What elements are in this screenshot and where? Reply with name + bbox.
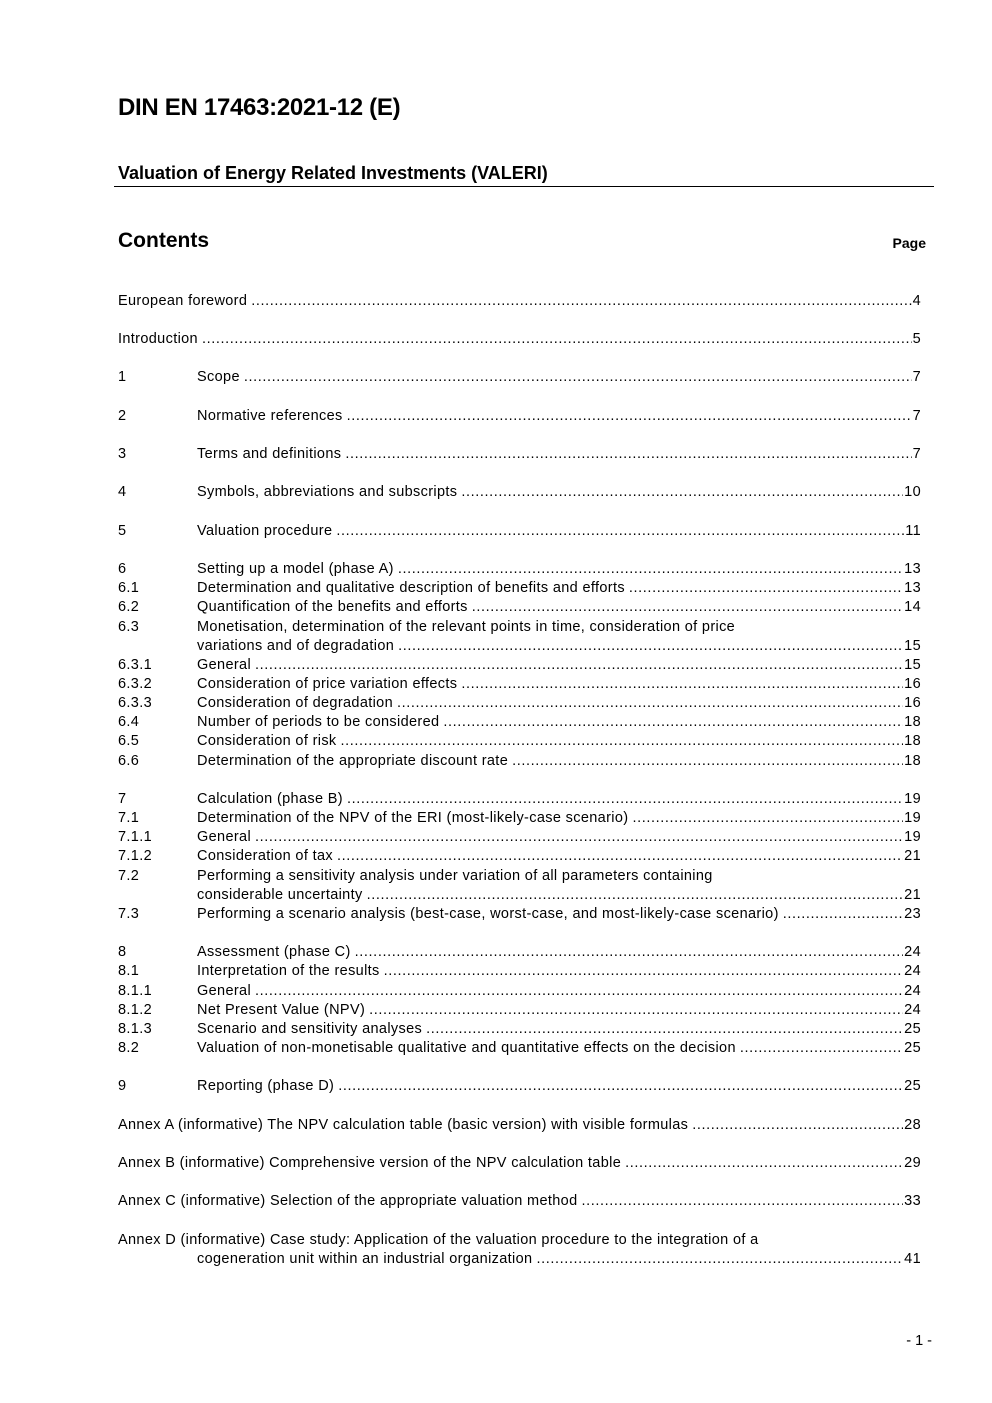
toc-entry-title: Normative references xyxy=(197,408,343,424)
toc-entry-page: 10 xyxy=(904,484,921,500)
toc-entry-page: 24 xyxy=(904,944,921,960)
toc-entry-page: 33 xyxy=(904,1193,921,1209)
toc-entry-number: 6.3.3 xyxy=(118,695,152,711)
toc-entry[interactable] xyxy=(118,292,921,311)
document-title: DIN EN 17463:2021-12 (E) xyxy=(118,94,401,121)
toc-entry[interactable] xyxy=(118,790,921,809)
toc-entry-title: Consideration of degradation xyxy=(197,695,394,711)
toc-entry-number: 6 xyxy=(118,561,127,577)
toc-entry[interactable] xyxy=(118,483,921,502)
toc-entry-number: 7.2 xyxy=(118,868,140,884)
toc-entry-page: 15 xyxy=(904,638,921,654)
toc-entry[interactable] xyxy=(118,675,921,694)
toc-entry-number: 7.1.2 xyxy=(118,848,152,864)
toc-entry-page: 21 xyxy=(904,887,921,903)
toc-entry-title: Consideration of tax xyxy=(197,848,333,864)
toc-entry[interactable] xyxy=(118,598,921,617)
toc-entry-number: 7.1 xyxy=(118,810,140,826)
toc-entry-page: 15 xyxy=(904,657,921,673)
toc-entry-number: 8.1.2 xyxy=(118,1002,152,1018)
toc-entry-page: 5 xyxy=(912,331,921,347)
toc-entry-page: 29 xyxy=(904,1155,921,1171)
toc-entry-page: 24 xyxy=(904,1002,921,1018)
toc-entry-page: 7 xyxy=(912,369,921,385)
toc-entry-title: Assessment (phase C) xyxy=(197,944,351,960)
toc-entry-number: 8.2 xyxy=(118,1040,140,1056)
toc-entry-page: 24 xyxy=(904,963,921,979)
toc-entry-title: variations and of degradation xyxy=(197,638,395,654)
toc-entry[interactable] xyxy=(118,368,921,387)
toc-entry[interactable] xyxy=(118,982,921,1001)
toc-entry[interactable] xyxy=(118,1231,921,1269)
toc-entry-page: 18 xyxy=(904,733,921,749)
toc-entry-number: 8.1 xyxy=(118,963,140,979)
toc-entry-number: 6.5 xyxy=(118,733,140,749)
toc-entry-number: 7.3 xyxy=(118,906,140,922)
toc-entry-page: 19 xyxy=(904,829,921,845)
toc-entry[interactable] xyxy=(118,1116,921,1135)
toc-entry-title: Number of periods to be considered xyxy=(197,714,440,730)
toc-entry-title: European foreword xyxy=(118,293,248,309)
toc-entry-title: Net Present Value (NPV) xyxy=(197,1002,366,1018)
toc-entry[interactable] xyxy=(118,847,921,866)
toc-entry-page: 21 xyxy=(904,848,921,864)
toc-entry-title: Quantification of the benefits and efforts xyxy=(197,599,468,615)
toc-entry-number: 6.3.1 xyxy=(118,657,152,673)
toc-entry-page: 28 xyxy=(904,1117,921,1133)
toc-entry-title: General xyxy=(197,829,252,845)
toc-entry-page: 19 xyxy=(904,791,921,807)
document-subtitle: Valuation of Energy Related Investments (VALERI) xyxy=(118,163,548,183)
toc-entry-title: Calculation (phase B) xyxy=(197,791,343,807)
toc-entry-page: 19 xyxy=(904,810,921,826)
toc-entry[interactable] xyxy=(118,1001,921,1020)
toc-entry-page: 14 xyxy=(904,599,921,615)
toc-entry-title-line1: Performing a sensitivity analysis under variation of all parameters containing xyxy=(197,868,713,884)
toc-entry[interactable] xyxy=(118,867,921,905)
toc-entry-title: Symbols, abbreviations and subscripts xyxy=(197,484,458,500)
toc-entry-page: 18 xyxy=(904,714,921,730)
toc-entry-title: Consideration of risk xyxy=(197,733,337,749)
toc-entry-page: 13 xyxy=(904,580,921,596)
toc-entry-title: Annex B (informative) Comprehensive version of the NPV calculation table xyxy=(118,1155,622,1171)
toc-entry-number: 7.1.1 xyxy=(118,829,152,845)
toc-entry[interactable] xyxy=(118,943,921,962)
toc-entry-title-line1: Annex D (informative) Case study: Application of the valuation procedure to the integration of a xyxy=(118,1232,759,1248)
toc-entry-page: 25 xyxy=(904,1021,921,1037)
toc-entry[interactable] xyxy=(118,1020,921,1039)
toc-entry-title: Determination of the appropriate discount rate xyxy=(197,753,509,769)
page-number: - 1 - xyxy=(906,1333,932,1349)
toc-entry-page: 7 xyxy=(912,408,921,424)
toc-entry-page: 4 xyxy=(912,293,921,309)
toc-entry-title: Reporting (phase D) xyxy=(197,1078,335,1094)
toc-entry[interactable] xyxy=(118,560,921,579)
toc-entry-number: 1 xyxy=(118,369,127,385)
toc-entry-title: Interpretation of the results xyxy=(197,963,380,979)
toc-entry[interactable] xyxy=(118,618,921,656)
toc-entry-page: 16 xyxy=(904,676,921,692)
toc-entry-title: Valuation procedure xyxy=(197,523,333,539)
contents-heading: Contents xyxy=(118,229,209,252)
toc-entry-number: 4 xyxy=(118,484,127,500)
toc-entry-title: Performing a scenario analysis (best-case, worst-case, and most-likely-case scenario) xyxy=(197,906,779,922)
toc-entry-number: 8.1.1 xyxy=(118,983,152,999)
toc-entry[interactable] xyxy=(118,732,921,751)
toc-entry-number: 8 xyxy=(118,944,127,960)
toc-entry-number: 6.4 xyxy=(118,714,140,730)
toc-entry[interactable] xyxy=(118,407,921,426)
toc-entry-number: 7 xyxy=(118,791,127,807)
toc-entry-page: 7 xyxy=(912,446,921,462)
toc-entry[interactable] xyxy=(118,445,921,464)
toc-entry-number: 3 xyxy=(118,446,127,462)
toc-entry-title: Scenario and sensitivity analyses xyxy=(197,1021,423,1037)
toc-entry-number: 5 xyxy=(118,523,127,539)
toc-entry-title: Consideration of price variation effects xyxy=(197,676,458,692)
toc-entry-title: Determination of the NPV of the ERI (most-likely-case scenario) xyxy=(197,810,629,826)
toc-entry-page: 25 xyxy=(904,1078,921,1094)
toc-entry[interactable] xyxy=(118,1192,921,1211)
toc-entry[interactable] xyxy=(118,752,921,771)
toc-entry-page: 13 xyxy=(904,561,921,577)
toc-entry[interactable] xyxy=(118,809,921,828)
toc-entry-title: Setting up a model (phase A) xyxy=(197,561,394,577)
toc-entry-page: 24 xyxy=(904,983,921,999)
toc-entry[interactable] xyxy=(118,656,921,675)
toc-entry-page: 41 xyxy=(904,1251,921,1267)
toc-entry-number: 9 xyxy=(118,1078,127,1094)
page-column-heading: Page xyxy=(892,235,926,251)
toc-entry-title: Annex A (informative) The NPV calculation table (basic version) with visible formulas xyxy=(118,1117,689,1133)
toc-entry-number: 6.3 xyxy=(118,619,140,635)
toc-entry-title: Determination and qualitative description of benefits and efforts xyxy=(197,580,625,596)
toc-entry-number: 2 xyxy=(118,408,127,424)
toc-entry-number: 8.1.3 xyxy=(118,1021,152,1037)
toc-entry[interactable] xyxy=(118,828,921,847)
toc-entry-title-line1: Monetisation, determination of the relevant points in time, consideration of price xyxy=(197,619,736,635)
toc-entry-page: 11 xyxy=(905,523,921,539)
toc-entry[interactable] xyxy=(118,1154,921,1173)
toc-entry-page: 18 xyxy=(904,753,921,769)
toc-entry-page: 25 xyxy=(904,1040,921,1056)
toc-entry-title: Annex C (informative) Selection of the appropriate valuation method xyxy=(118,1193,578,1209)
toc-entry-page: 23 xyxy=(904,906,921,922)
toc-entry-title: cogeneration unit within an industrial organization xyxy=(197,1251,533,1267)
toc-entry[interactable] xyxy=(118,905,921,924)
toc-entry[interactable] xyxy=(118,713,921,732)
toc-entry[interactable] xyxy=(118,522,921,541)
toc-entry-title: Terms and definitions xyxy=(197,446,342,462)
toc-entry[interactable] xyxy=(118,579,921,598)
toc-entry-number: 6.3.2 xyxy=(118,676,152,692)
toc-entry-title: General xyxy=(197,983,252,999)
toc-entry[interactable] xyxy=(118,1077,921,1096)
toc-entry[interactable] xyxy=(118,330,921,349)
toc-entry-title: considerable uncertainty xyxy=(197,887,363,903)
toc-entry-title: Introduction xyxy=(118,331,198,347)
toc-entry-number: 6.6 xyxy=(118,753,140,769)
toc-entry-page: 16 xyxy=(904,695,921,711)
toc-entry-number: 6.2 xyxy=(118,599,140,615)
toc-entry-title: General xyxy=(197,657,252,673)
toc-entry[interactable] xyxy=(118,694,921,713)
toc-entry[interactable] xyxy=(118,962,921,981)
toc-entry[interactable] xyxy=(118,1039,921,1058)
toc-entry-title: Valuation of non-monetisable qualitative and quantitative effects on the decision xyxy=(197,1040,736,1056)
subtitle-rule xyxy=(114,186,934,187)
toc-entry-number: 6.1 xyxy=(118,580,140,596)
toc-entry-title: Scope xyxy=(197,369,240,385)
